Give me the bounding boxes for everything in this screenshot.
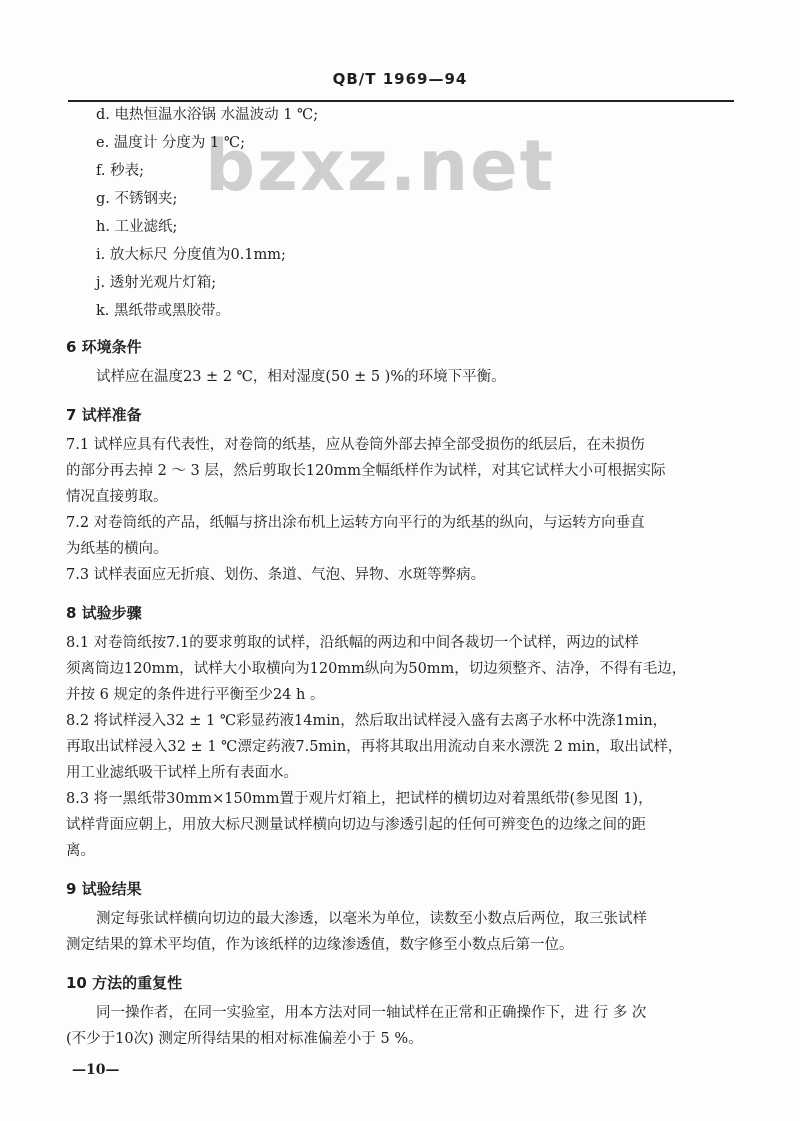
- equipment-item-h: h. 工业滤纸;: [96, 219, 178, 235]
- section-7-line: 7.3 试样表面应无折痕、划伤、条道、气泡、异物、水斑等弊病。: [66, 567, 486, 583]
- section-7-line: 7.1 试样应具有代表性，对卷筒的纸基，应从卷筒外部去掉全部受损伤的纸层后，在未损伤: [66, 437, 645, 453]
- section-8-line: 试样背面应朝上，用放大标尺测量试样横向切边与渗透引起的任何可辨变色的边缘之间的距: [66, 817, 646, 833]
- watermark: bzxz.net: [205, 125, 556, 207]
- section-8-line: 8.2 将试样浸入32 ± 1 ℃彩显药液14min，然后取出试样浸入盛有去离子水杯中洗涤1min，: [66, 713, 668, 729]
- section-7-line: 的部分再去掉 2 ～ 3 层，然后剪取长120mm全幅纸样作为试样，对其它试样大小可根据实际: [66, 463, 666, 479]
- section-7-heading: 7 试样准备: [66, 406, 142, 424]
- section-7-line: 情况直接剪取。: [66, 489, 168, 505]
- section-7-line: 7.2 对卷筒纸的产品，纸幅与挤出涂布机上运转方向平行的为纸基的纵向，与运转方向垂直: [66, 515, 645, 531]
- section-10-line: (不少于10次) 测定所得结果的相对标准偏差小于 5 %。: [66, 1031, 423, 1047]
- section-8-line: 8.1 对卷筒纸按7.1的要求剪取的试样，沿纸幅的两边和中间各裁切一个试样，两边的试样: [66, 635, 639, 651]
- equipment-item-e: e. 温度计 分度为 1 ℃;: [96, 135, 245, 151]
- standard-code-header: QB/T 1969—94: [332, 70, 468, 88]
- section-10-heading: 10 方法的重复性: [66, 974, 183, 992]
- header-rule: [68, 100, 734, 102]
- equipment-item-d: d. 电热恒温水浴锅 水温波动 1 ℃;: [96, 107, 319, 123]
- equipment-item-j: j. 透射光观片灯箱;: [96, 275, 217, 291]
- equipment-item-k: k. 黑纸带或黑胶带。: [96, 303, 231, 319]
- section-8-line: 并按 6 规定的条件进行平衡至少24 h 。: [66, 687, 325, 703]
- section-8-line: 再取出试样浸入32 ± 1 ℃漂定药液7.5min，再将其取出用流动自来水漂洗 2 min，取出试样，: [66, 739, 683, 755]
- section-9-line: 测定每张试样横向切边的最大渗透，以毫米为单位，读数至小数点后两位，取三张试样: [96, 911, 647, 927]
- section-8-line: 8.3 将一黑纸带30mm×150mm置于观片灯箱上，把试样的横切边对着黑纸带(参见图 1)，: [66, 791, 653, 807]
- equipment-item-i: i. 放大标尺 分度值为0.1mm;: [96, 247, 286, 263]
- section-6-text: 试样应在温度23 ± 2 ℃，相对湿度(50 ± 5 )%的环境下平衡。: [96, 369, 506, 385]
- section-9-heading: 9 试验结果: [66, 880, 142, 898]
- section-8-heading: 8 试验步骤: [66, 604, 142, 622]
- page-number: —10—: [72, 1062, 120, 1078]
- section-8-line: 离。: [66, 843, 95, 859]
- section-6-heading: 6 环境条件: [66, 338, 142, 356]
- section-9-line: 测定结果的算术平均值，作为该纸样的边缘渗透值，数字修至小数点后第一位。: [66, 937, 574, 953]
- section-8-line: 须离筒边120mm，试样大小取横向为120mm纵向为50mm，切边须整齐、洁净，不得有毛边，: [66, 661, 687, 677]
- section-10-line: 同一操作者，在同一实验室，用本方法对同一轴试样在正常和正确操作下，进 行 多 次: [96, 1005, 647, 1021]
- section-8-line: 用工业滤纸吸干试样上所有表面水。: [66, 765, 298, 781]
- section-7-line: 为纸基的横向。: [66, 541, 168, 557]
- equipment-item-f: f. 秒表;: [96, 163, 144, 179]
- equipment-item-g: g. 不锈钢夹;: [96, 191, 178, 207]
